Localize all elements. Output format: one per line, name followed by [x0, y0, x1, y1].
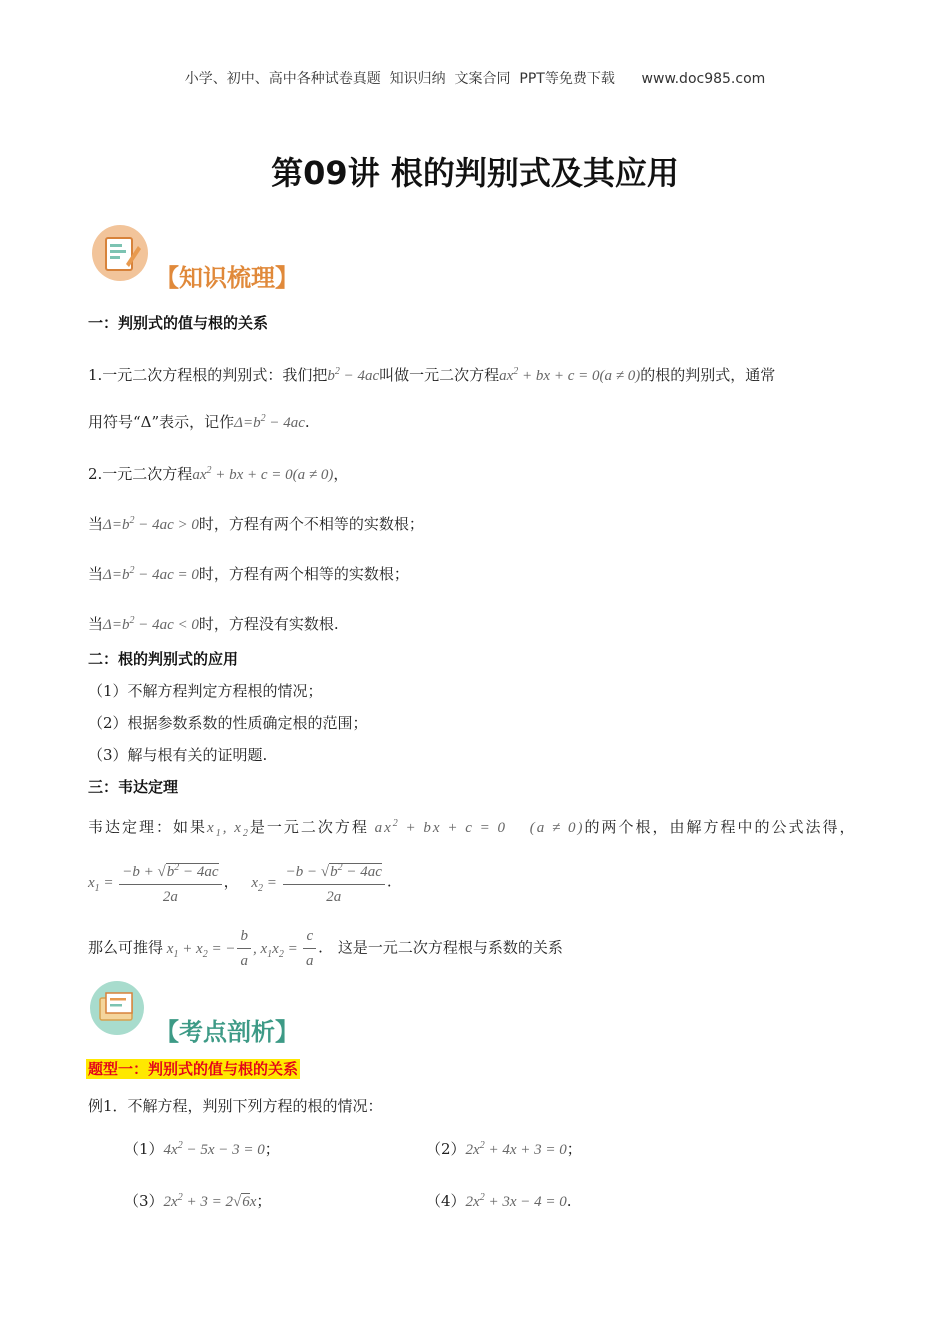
part1-heading: 一：判别式的值与根的关系	[88, 314, 269, 332]
root-formulas: $x_1$ = $\frac{-b + √b^2 - 4ac}{2a}$ ， $x_2$ = $\frac{-b - √b^2 - 4ac}{2a}$ .	[88, 858, 392, 907]
section-analysis-title: 【考点剖析】	[155, 1018, 299, 1046]
list-item: （2）根据参数系数的性质确定根的范围；	[88, 714, 368, 732]
question-1: $(1)4x^2 - 5x - 3 = 0$；	[124, 1140, 280, 1158]
question-4: $(4)2x^2 + 3x - 4 = 0$.	[426, 1192, 572, 1210]
case-zero: 当$\Delta=b^2 - 4ac = 0$时，方程有两个相等的实数根；	[88, 565, 409, 583]
page-title: 第09讲 根的判别式及其应用	[271, 154, 679, 192]
type-label: 题型一：判别式的值与根的关系	[88, 1060, 299, 1078]
part2-heading: 二：根的判别式的应用	[88, 650, 239, 668]
paragraph-vieta: 韦达定理：如果$x_1$, $x_2$是一元二次方程 $ax^2$ + bx + c = 0 (a ≠ 0)的两个根，由解方程中的公式法得，	[88, 818, 857, 839]
notebook-icon	[90, 224, 150, 282]
section-knowledge-title: 【知识梳理】	[155, 264, 299, 292]
paragraph-equation: 2.一元二次方程$ax^2$ + bx + c = 0(a ≠ 0)，	[88, 465, 349, 483]
vieta-relations: 那么可推得 $x_1 + x_2$ = − $\frac{b}{a}$ , $x_1x_2$ = $\frac{c}{a}$ . 这是一元二次方程根与系数的关系	[88, 928, 563, 969]
paragraph-discriminant: 1.一元二次方程根的判别式：我们把$b^2 - 4ac$叫做一元二次方程$ax^2$ + bx + c = 0(a ≠ 0)的根的判别式，通常	[88, 366, 776, 384]
example-text: 例1．不解方程，判别下列方程的根的情况：	[88, 1097, 383, 1115]
case-positive: 当$\Delta=b^2 - 4ac > 0$时，方程有两个不相等的实数根；	[88, 515, 424, 533]
part3-heading: 三：韦达定理	[88, 778, 179, 796]
list-item: （3）解与根有关的证明题.	[88, 746, 268, 764]
page-header: 小学、初中、高中各种试卷真题 知识归纳 文案合同 PPT等免费下载 www.doc985.com	[184, 71, 766, 87]
list-item: （1）不解方程判定方程根的情况；	[88, 682, 323, 700]
case-negative: 当$\Delta=b^2 - 4ac < 0$时，方程没有实数根.	[88, 615, 339, 633]
question-3: $(3)2x^2 + 3 = 2√6x$；	[124, 1192, 272, 1210]
question-2: $(2)2x^2 + 4x + 3 = 0$；	[426, 1140, 582, 1158]
folder-icon	[88, 980, 146, 1036]
paragraph-notation: 用符号“Δ”表示，记作$\Delta=b^2 - 4ac$.	[88, 413, 310, 431]
